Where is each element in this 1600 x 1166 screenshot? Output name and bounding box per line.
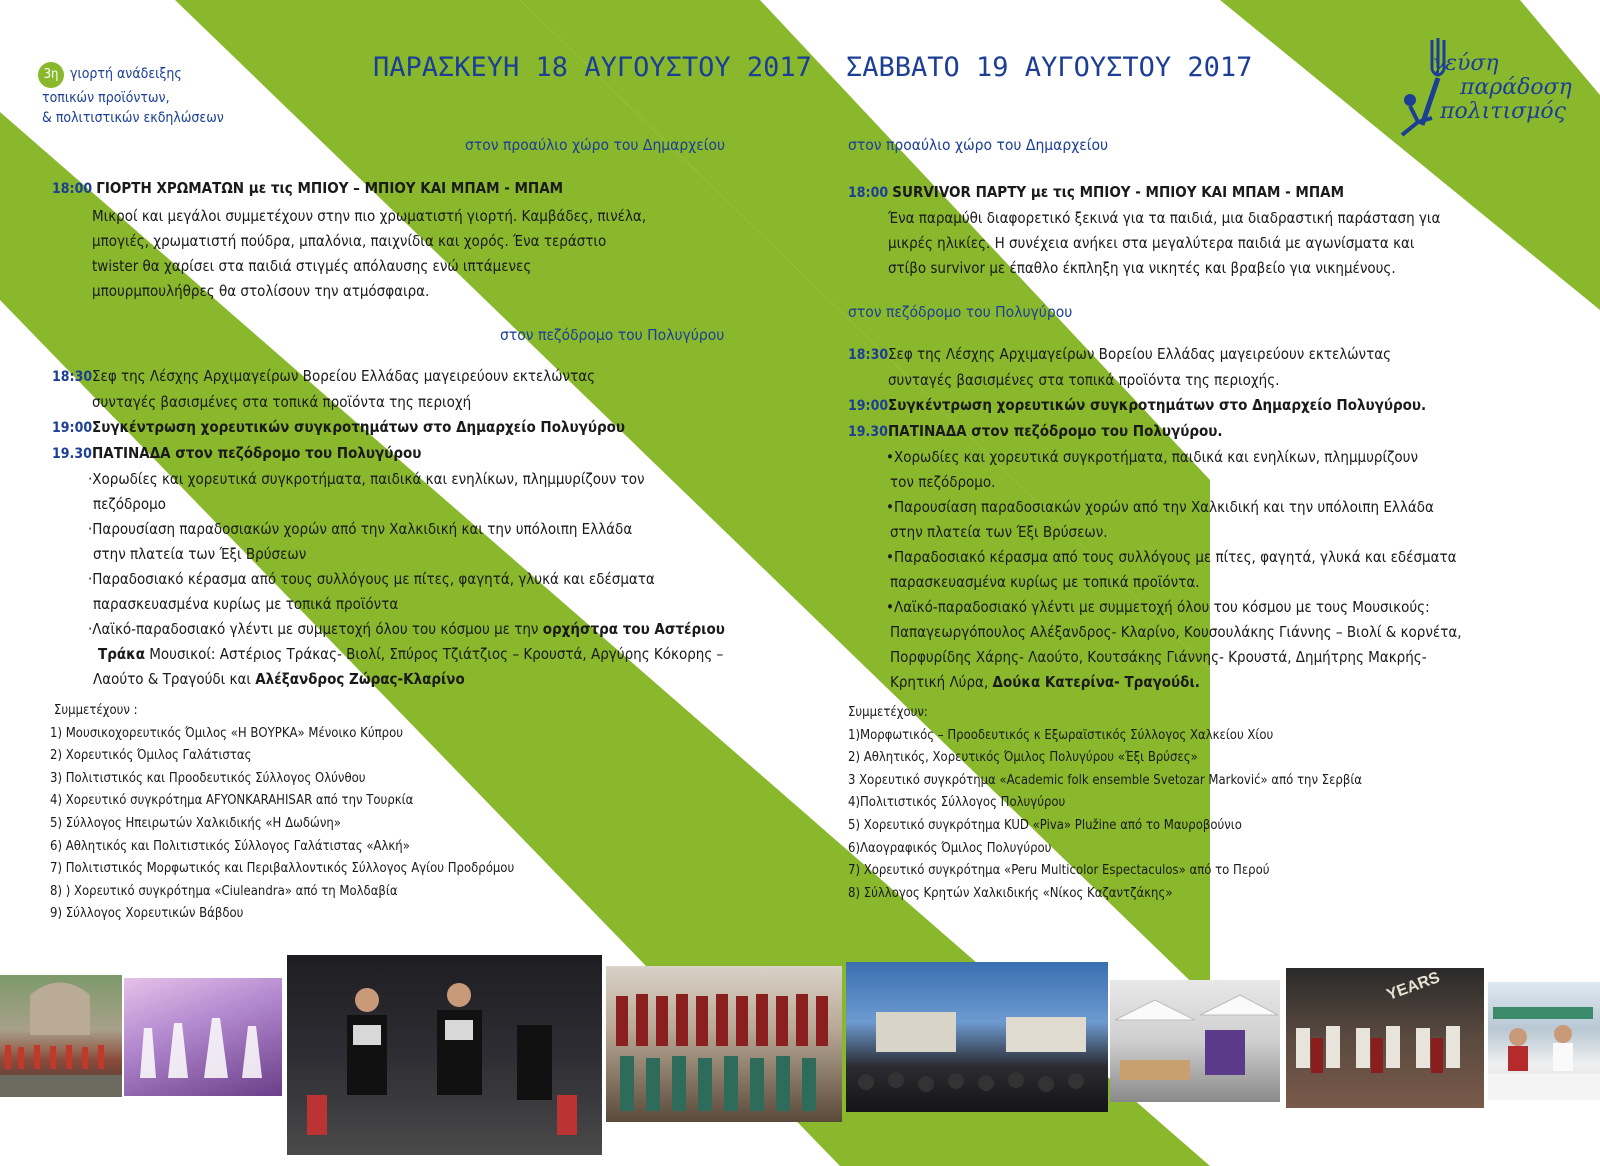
participant-item: 7) Χορευτικό συγκρότημα «Peru Multicolor Espectaculos» από το Περού [848, 863, 1270, 879]
desc-line: μπουρμπουλήθρες θα στολίσουν την ατμόσφαιρα. [92, 282, 430, 300]
bullet-line: •Χορωδίες και χορευτικά συγκροτήματα, παιδικά και ενηλίκων, πλημμυρίζουν [886, 448, 1419, 466]
participant-item: 1) Μουσικοχορευτικός Όμιλος «Η ΒΟΥΡΚΑ» Μένοικο Κύπρου [50, 725, 403, 741]
desc-line: Μικροί και μεγάλοι συμμετέχουν στην πιο χρωματιστή γιορτή. Καμβάδες, πινέλα, [92, 207, 647, 225]
saturday-program [848, 342, 1462, 695]
participant-item: 1)Μορφωτικός – Προοδευτικός κ Εξωραϊστικός Σύλλογος Χαλκείου Χίου [848, 727, 1274, 743]
event-time: 19:00 [848, 398, 889, 414]
friday-event-1 [52, 176, 563, 202]
event-text: Σεφ της Λέσχης Αρχιμαγείρων Βορείου Ελλάδας μαγειρεύουν εκτελώντας [92, 367, 596, 385]
participant-item: 4) Χορευτικό συγκρότημα AFYONKARAHISAR από την Τουρκία [50, 793, 414, 809]
participant-item: 5) Χορευτικό συγκρότημα KUD «Piva» Plužine από το Μαυροβούνιο [848, 817, 1242, 833]
friday-venue-1: στον προαύλιο χώρο του Δημαρχείου [465, 136, 726, 154]
logo-line-2: παράδοση [1460, 75, 1572, 100]
bullet-line: στην πλατεία των Έξι Βρύσεων. [890, 523, 1108, 541]
participant-item: 8) Σύλλογος Κρητών Χαλκιδικής «Νίκος Καζαντζάκης» [848, 885, 1173, 901]
photo-male-dancers [287, 955, 602, 1155]
participant-item: 8) ) Χορευτικό συγκρότημα «Ciuleandra» από τη Μολδαβία [50, 883, 398, 899]
bullet-line: πεζόδρομο [93, 495, 166, 513]
desc-line: μπογιές, χρωματιστή πούδρα, μπαλόνια, παιχνίδια και χορός. Ένα τεράστιο [92, 232, 607, 250]
bullet-line: τον πεζόδρομο. [890, 473, 996, 491]
desc-line: Ένα παραμύθι διαφορετικό ξεκινά για τα παιδιά, μια διαδραστική παράσταση για [888, 209, 1441, 227]
festival-line-3: & πολιτιστικών εκδηλώσεων [42, 110, 224, 126]
bullet-line: Λαούτο & Τραγούδι και [93, 670, 256, 688]
participant-item: 4)Πολιτιστικός Σύλλογος Πολυγύρου [848, 795, 1066, 811]
bullet-line: ·Παρουσίαση παραδοσιακών χορών από την Χαλκιδική και την υπόλοιπη Ελλάδα [88, 520, 633, 538]
logo-line-3: πολιτισμός [1440, 99, 1566, 124]
saturday-event-1 [848, 180, 1344, 206]
friday-bullets [52, 467, 725, 692]
event-title: ΓΙΟΡΤΗ ΧΡΩΜΑΤΩΝ με τις ΜΠΙΟΥ – ΜΠΙΟΥ ΚΑΙ ΜΠΑΜ - ΜΠΑΜ [96, 179, 564, 197]
bullet-line: ·Λαϊκό-παραδοσιακό γλέντι με συμμετοχή όλου του κόσμου με την [88, 620, 543, 638]
bullet-line: παρασκευασμένα κυρίως με τοπικά προϊόντα [93, 595, 399, 613]
festival-label [38, 62, 224, 128]
saturday-title: ΣΑΒΒΑΤΟ 19 ΑΥΓΟΥΣΤΟΥ 2017 [846, 52, 1253, 83]
saturday-bullets [848, 445, 1462, 695]
saturday-venue-2: στον πεζόδρομο του Πολυγύρου [848, 303, 1073, 321]
friday-program [52, 364, 725, 692]
photo-village-dancers [0, 975, 122, 1097]
logo-text [1432, 52, 1572, 124]
event-time: 19.30 [52, 446, 92, 462]
participant-item: 6)Λαογραφικός Όμιλος Πολυγύρου [848, 840, 1052, 856]
bullet-line: •Παραδοσιακό κέρασμα από τους συλλόγους με πίτες, φαγητά, γλυκά και εδέσματα [886, 548, 1457, 566]
friday-event-1-description [92, 204, 646, 304]
bullet-line: στην πλατεία των Έξι Βρύσεων [93, 545, 307, 563]
participants-label: Συμμετέχουν : [54, 703, 138, 718]
bullet-line: ·Χορωδίες και χορευτικά συγκροτήματα, παιδικά και ενηλίκων, πλημμυρίζουν τον [88, 470, 645, 488]
participant-item: 3) Πολιτιστικός και Προοδευτικός Σύλλογος Ολύνθου [50, 770, 366, 786]
event-title: SURVIVOR ΠΑΡΤΥ με τις ΜΠΙΟΥ - ΜΠΙΟΥ ΚΑΙ ΜΠΑΜ - ΜΠΑΜ [892, 183, 1345, 201]
friday-title: ΠΑΡΑΣΚΕΥΗ 18 ΑΥΓΟΥΣΤΟΥ 2017 [373, 52, 812, 83]
festival-line-2: τοπικών προϊόντων, [42, 90, 170, 106]
photo-evening-crowd [846, 962, 1108, 1112]
photo-anniversary-group [1286, 968, 1484, 1108]
banner-years-text: YEARS [1384, 969, 1443, 1004]
bullet-line: ·Παραδοσιακό κέρασμα από τους συλλόγους με πίτες, φαγητά, γλυκά και εδέσματα [88, 570, 655, 588]
event-time: 18:30 [848, 347, 889, 363]
event-time: 18:00 [848, 185, 889, 201]
bullet-line: •Λαϊκό-παραδοσιακό γλέντι με συμμετοχή όλου του κόσμου με τους Μουσικούς: [886, 598, 1430, 616]
bullet-line: Μουσικοί: Αστέριος Τράκας- Βιολί, Σπύρος Τζιάτζιος – Κρουστά, Αργύρης Κόκορης – [145, 645, 724, 663]
participant-item: 7) Πολιτιστικός Μορφωτικός και Περιβαλλοντικός Σύλλογος Αγίου Προδρόμου [50, 861, 515, 877]
photo-tents-food [1110, 980, 1280, 1102]
participant-item: 2) Χορευτικός Όμιλος Γαλάτιστας [50, 748, 252, 764]
bullet-line: Πορφυρίδης Χάρης- Λαούτο, Κουτσάκης Γιάννης- Κρουστά, Δημήτρης Μακρής- [890, 648, 1427, 666]
bullet-line: Παπαγεωργόπουλος Αλέξανδρος- Κλαρίνο, Κουσουλάκης Γιάννης – Βιολί & κορνέτα, [890, 623, 1462, 641]
bullet-line: Κρητική Λύρα, [890, 673, 993, 691]
event-title: Συγκέντρωση χορευτικών συγκροτημάτων στο Δημαρχείο Πολυγύρου. [888, 396, 1427, 414]
bullet-emphasis: Αλέξανδρος Ζώρας-Κλαρίνο [255, 670, 465, 688]
bullet-emphasis: ορχήστρα του Αστέριου [542, 620, 725, 638]
saturday-participants [848, 702, 1362, 905]
event-text: συνταγές βασισμένες στα τοπικά προϊόντα της περιοχή [92, 393, 472, 411]
participant-item: 3 Χορευτικό συγκρότημα «Academic folk ensemble Svetozar Marković» από την Σερβία [848, 772, 1362, 788]
participant-item: 6) Αθλητικός και Πολιτιστικός Σύλλογος Γαλάτιστας «Αλκή» [50, 838, 410, 854]
friday-venue-2: στον πεζόδρομο του Πολυγύρου [500, 326, 725, 344]
event-title: ΠΑΤΙΝΑΔΑ στον πεζόδρομο του Πολυγύρου. [888, 422, 1223, 440]
bullet-emphasis: Δούκα Κατερίνα- Τραγούδι. [992, 673, 1200, 691]
friday-participants [50, 700, 514, 926]
event-time: 19:00 [52, 420, 93, 436]
desc-line: στίβο survivor με έπαθλο έκπληξη για νικητές και βραβείο για νικημένους. [888, 259, 1396, 277]
event-title: ΠΑΤΙΝΑΔΑ στον πεζόδρομο του Πολυγύρου [92, 444, 422, 462]
bullet-emphasis: Τράκα [98, 645, 145, 663]
logo-line-1: γεύση [1432, 51, 1499, 76]
event-time: 18:00 [52, 181, 93, 197]
bullet-line: •Παρουσίαση παραδοσιακών χορών από την Χαλκιδική και την υπόλοιπη Ελλάδα [886, 498, 1434, 516]
event-title: Συγκέντρωση χορευτικών συγκροτημάτων στο Δημαρχείο Πολυγύρου [92, 418, 625, 436]
event-time: 18:30 [52, 369, 93, 385]
participants-label: Συμμετέχουν: [848, 705, 928, 720]
desc-line: μικρές ηλικίες. Η συνέχεια ανήκει στα μεγαλύτερα παιδιά με αγωνίσματα και [888, 234, 1415, 252]
desc-line: twister θα χαρίσει στα παιδιά στιγμές απόλαυσης ενώ ιπτάμενες [92, 257, 532, 275]
photo-group-costumes [606, 966, 842, 1122]
edition-badge: 3η [38, 62, 64, 88]
event-text: Σεφ της Λέσχης Αρχιμαγείρων Βορείου Ελλάδας μαγειρεύουν εκτελώντας [888, 345, 1392, 363]
event-text: συνταγές βασισμένες στα τοπικά προϊόντα της περιοχής. [888, 371, 1280, 389]
photo-food-tasting [1488, 982, 1600, 1100]
photo-stage-dance [124, 978, 282, 1096]
festival-line-1: γιορτή ανάδειξης [70, 66, 182, 82]
event-time: 19.30 [848, 424, 888, 440]
bullet-line: παρασκευασμένα κυρίως με τοπικά προϊόντα. [890, 573, 1200, 591]
participant-item: 2) Αθλητικός, Χορευτικός Όμιλος Πολυγύρου «Έξι Βρύσες» [848, 750, 1198, 766]
logo [1392, 30, 1572, 150]
participant-item: 9) Σύλλογος Χορευτικών Βάβδου [50, 906, 244, 922]
participant-item: 5) Σύλλογος Ηπειρωτών Χαλκιδικής «Η Δωδώνη» [50, 815, 341, 831]
saturday-event-1-description [888, 206, 1440, 281]
saturday-venue-1: στον προαύλιο χώρο του Δημαρχείου [848, 136, 1109, 154]
